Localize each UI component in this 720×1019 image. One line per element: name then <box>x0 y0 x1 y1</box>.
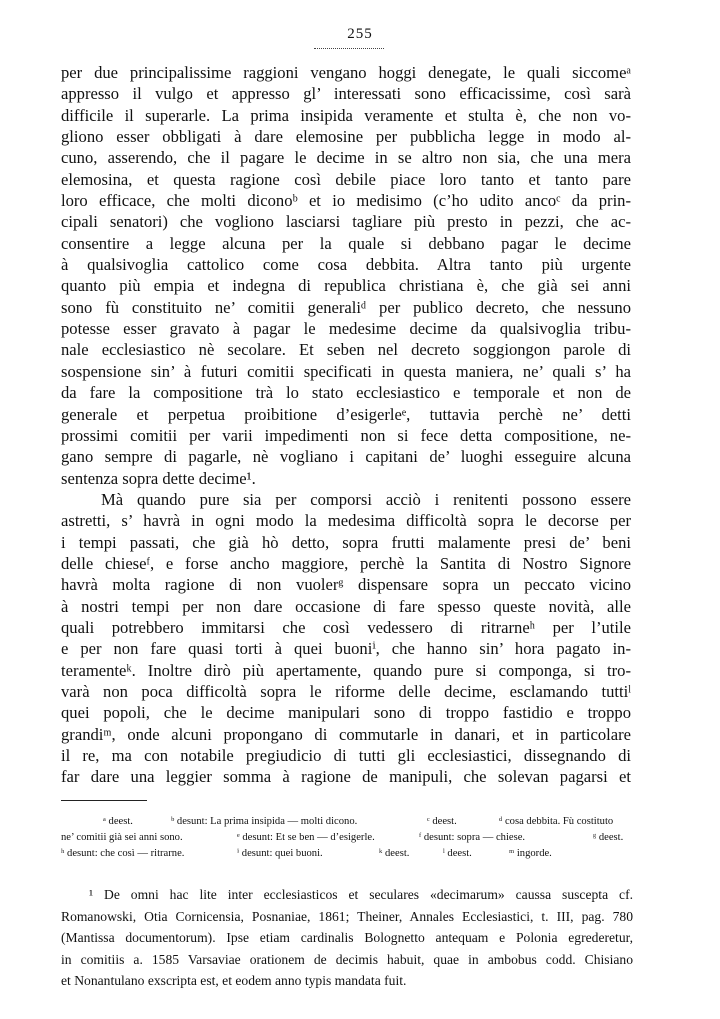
text-line: nale ecclesiastico nè secolare. Et seben nel decreto soggiongon parole di <box>61 340 631 360</box>
text-line: e per non fare quasi torti à quei buoniⁱ, che hanno sin’ hora pagato in- <box>61 639 631 659</box>
paragraph-start-line: Mà quando pure sia per comporsi acciò i renitenti possono essere <box>101 489 631 509</box>
text-line: per due principalissime raggioni vengano hoggi denegate, le quali siccomeᵃ <box>61 63 631 82</box>
text-line: havrà molta ragione di non vuolerᵍ dispensare sopra un peccato vicino <box>61 575 631 595</box>
variant-note: ᵈ cosa debbita. Fù costituto <box>499 816 614 827</box>
text-line: i tempi passati, che già hò detto, sopra frutti malamente presi de’ beni <box>61 532 631 552</box>
variant-note: ᵉ desunt: Et se ben — d’esigerle. <box>237 832 375 843</box>
text-line: potesse esser gravato à pagar le medesime decime da qualsivoglia tribu- <box>61 319 631 339</box>
text-line: prossimi comitii per varii impedimenti non si fece detta compositione, ne- <box>61 425 631 445</box>
text-line: appresso il vulgo et appresso gl’ interessati sono efficacissime, così sarà <box>61 84 631 104</box>
text-line: cipali senatori) che vogliono lasciarsi tagliare più presto in pezzi, che ac- <box>61 212 631 232</box>
variant-note: ʰ desunt: che così — ritrarne. <box>61 848 185 859</box>
text-line: difficile il superarle. La prima insipida veramente et stulta è, che non vo- <box>61 105 631 125</box>
variant-note: ne’ comitii già sei anni sono. <box>61 832 183 843</box>
text-line: sono fù constituito ne’ comitii generaliᵈ per publico decreto, che nessuno <box>61 297 631 317</box>
text-line: far dare una leggier somma à ragione de manipuli, che solevan pagarsi et <box>61 767 631 787</box>
text-line: quei popoli, che le decime manipulari sono di troppo fastidio e troppo <box>61 703 631 723</box>
text-line: quali potrebbero immitarsi che così vedessero di ritrarneʰ per l’utile <box>61 617 631 637</box>
footnote-separator <box>61 800 147 801</box>
text-line: da fare la compositione trà lo stato ecclesiastico e temporale et non de <box>61 383 631 403</box>
text-line: teramenteᵏ. Inoltre dirò più apertamente, quando pure si componga, si tro- <box>61 660 631 680</box>
page-number-rule <box>314 48 384 49</box>
text-line: sospensione sin’ à futuri comitii specificati in questa maniera, ne’ quali s’ ha <box>61 361 631 381</box>
page-number: 255 <box>347 26 373 42</box>
text-line: sentenza sopra dette decime¹. <box>61 468 256 488</box>
text-line: quanto più empia et indegna di republica christiana è, che già sei anni <box>61 276 631 296</box>
variant-note: ᶜ deest. <box>427 816 457 827</box>
text-line: gliono esser obbligati à dare elemosine per pubblicha legge in modo al- <box>61 127 631 147</box>
footnote-line: ¹ De omni hac lite inter ecclesiasticos et seculares «decimarum» caussa suscepta cf. <box>89 887 633 902</box>
footnote-line: in comitiis a. 1585 Varsaviae orationem de decimis habuit, quae in ambobus codd. Chisiano <box>61 951 633 967</box>
text-line: loro efficace, che molti diconoᵇ et io medisimo (c’ho udito ancoᶜ da prin- <box>61 191 631 211</box>
text-line: varà non poca difficoltà sopra le riforme delle decime, esclamando tuttiˡ <box>61 681 631 701</box>
footnote-line: (Mantissa documentorum). Ipse etiam cardinalis Bolognetto antequam e Polonia egrederetur, <box>61 930 633 945</box>
text-line: à nostri tempi per non dare occasione di fare spesso queste novità, alle <box>61 596 631 616</box>
variant-notes <box>61 814 633 862</box>
variant-note: ᵍ deest. <box>593 832 624 843</box>
footnote-line: Romanowski, Otia Cornicensia, Posnaniae, 1861; Theiner, Annales Ecclesiastici, t. III, pag. 780 <box>61 908 633 924</box>
variant-note: ⁱ desunt: quei buoni. <box>237 848 323 859</box>
text-line: elemosina, et questa ragione così debile piace loro tanto et tanto pare <box>61 169 631 189</box>
variant-note: ᵏ deest. <box>379 848 410 859</box>
variant-note: ˡ deest. <box>443 848 472 859</box>
variant-note: ᵐ ingorde. <box>509 848 552 859</box>
variant-note: ᶠ desunt: sopra — chiese. <box>419 832 526 843</box>
text-line: delle chieseᶠ, e forse ancho maggiore, perchè la Santita di Nostro Signore <box>61 553 631 573</box>
text-line: il re, ma con notabile pregiudicio di tutti gli ecclesiastici, dissegnando di <box>61 746 631 765</box>
text-line: cuno, asserendo, che il pagare le decime in se altro non sia, che una mera <box>61 148 631 168</box>
footnote <box>61 884 633 992</box>
main-text <box>61 62 631 788</box>
text-line: consentire a legge alcuna per la quale si debbano pagar le decime <box>61 233 631 253</box>
text-line: astretti, s’ havrà in ogni modo la medesima difficoltà sopra le decorse per <box>61 511 631 531</box>
footnote-line: et Nonantulano exscripta est, et eodem anno typis mandata fuit. <box>61 973 407 988</box>
text-line: gano sempre di pagarle, nè vogliano i capitani de’ luoghi esseguire alcuna <box>61 447 631 467</box>
variant-note: ᵃ deest. <box>103 816 133 827</box>
text-line: à qualsivoglia cattolico come cosa debbita. Altra tanto più urgente <box>61 255 631 275</box>
text-line: generale et perpetua proibitione d’esigerleᵉ, tuttavia perchè ne’ detti <box>61 404 631 424</box>
variant-note: ᵇ desunt: La prima insipida — molti dicono. <box>171 816 358 827</box>
text-line: grandiᵐ, onde alcuni propongano di commutarle in danari, et in particolare <box>61 724 631 744</box>
